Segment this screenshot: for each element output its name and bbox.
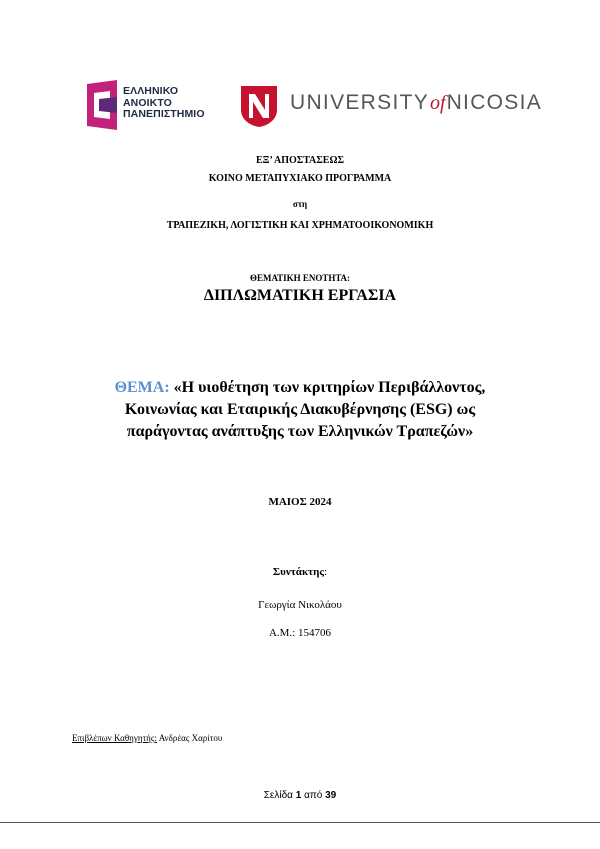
topic-block bbox=[0, 377, 600, 443]
section-label: ΘΕΜΑΤΙΚΗ ΕΝΟΤΗΤΑ: bbox=[249, 273, 350, 283]
unic-word-university: UNIVERSITY bbox=[290, 91, 430, 114]
total-pages: 39 bbox=[325, 790, 337, 801]
author-colon: : bbox=[324, 566, 328, 578]
page-prefix: Σελίδα bbox=[263, 790, 296, 801]
page-number bbox=[0, 790, 600, 801]
unic-shield-icon bbox=[239, 84, 279, 128]
author-name: Γεωργία Νικολάου bbox=[258, 599, 342, 611]
author-id: Α.Μ.: 154706 bbox=[268, 627, 332, 639]
author-label: Συντάκτης bbox=[272, 566, 325, 578]
topic-line-1 bbox=[0, 377, 600, 399]
eap-line-1: ΕΛΛΗΝΙΚΟ bbox=[123, 85, 179, 97]
unic-word-nicosia: NICOSIA bbox=[446, 91, 543, 114]
document-type-title: ΔΙΠΛΩΜΑΤΙΚΗ ΕΡΓΑΣΙΑ bbox=[203, 287, 397, 304]
current-page: 1 bbox=[295, 790, 302, 801]
footer-divider bbox=[0, 822, 600, 823]
eap-line-3: ΠΑΝΕΠΙΣΤΗΜΙΟ bbox=[123, 108, 205, 120]
topic-line-2: Κοινωνίας και Εταιρικής Διακυβέρνησης (ESG) ως bbox=[124, 401, 476, 418]
eap-line-2: ΑΝΟΙΚΤΟ bbox=[123, 96, 172, 109]
unic-word-of: of bbox=[430, 92, 446, 114]
supervisor-label: Επιβλέπων Καθηγητής: bbox=[72, 733, 157, 743]
supervisor-line bbox=[72, 733, 222, 743]
eap-logo-icon bbox=[87, 80, 117, 130]
page-middle: από bbox=[301, 790, 326, 801]
program-name: ΤΡΑΠΕΖΙΚΗ, ΛΟΓΙΣΤΙΚΗ ΚΑΙ ΧΡΗΜΑΤΟΟΙΚΟΝΟΜΙΚΗ bbox=[166, 220, 434, 231]
supervisor-name: Ανδρέας Χαρίτου bbox=[156, 733, 223, 743]
eap-logo-text bbox=[123, 86, 205, 121]
topic-text-1: «Η υιοθέτηση των κριτηρίων Περιβάλλοντος, bbox=[169, 379, 486, 396]
header-line-3: στη bbox=[292, 199, 308, 209]
topic-label: ΘΕΜΑ: bbox=[114, 379, 170, 396]
unic-logo-text bbox=[290, 91, 542, 115]
header-line-2: ΚΟΙΝΟ ΜΕΤΑΠΥΧΙΑΚΟ ΠΡΟΓΡΑΜΜΑ bbox=[208, 173, 392, 184]
author-heading bbox=[0, 566, 600, 578]
header-line-1: ΕΞ’ ΑΠΟΣΤΑΣΕΩΣ bbox=[256, 155, 344, 166]
topic-line-3: παράγοντας ανάπτυξης των Ελληνικών Τραπεζών» bbox=[126, 423, 474, 440]
submission-date: ΜΑΙΟΣ 2024 bbox=[268, 496, 332, 508]
